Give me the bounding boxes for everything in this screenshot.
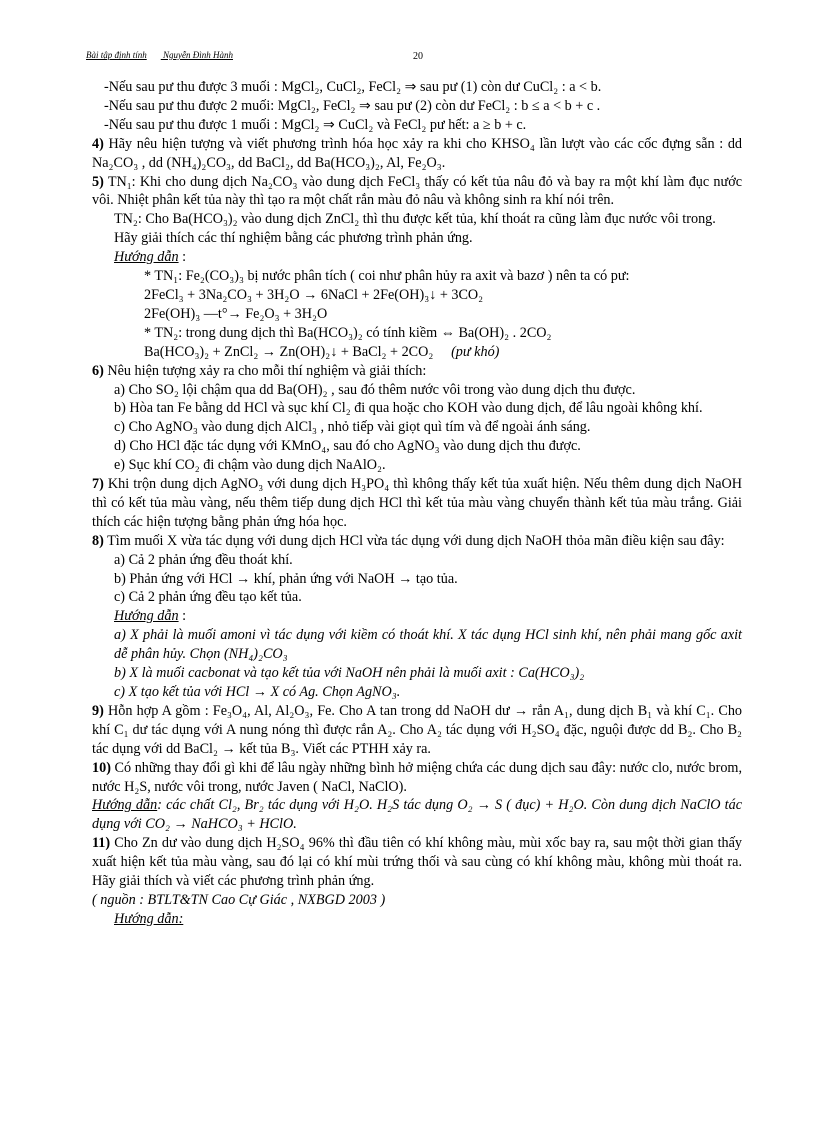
- question-7: [92, 475, 742, 532]
- question-9: [92, 702, 742, 759]
- equation-note: (pư khó): [451, 343, 500, 360]
- colon: :: [157, 797, 162, 814]
- guide-label: Hướng dẫn: [92, 797, 158, 814]
- question-text: Hãy nêu hiện tượng và viết phương trình hóa học xảy ra khi cho KHSO₄ lần lượt vào các cốc đựng sẵn : dd Na₂CO₃ , dd (NH₄)₂CO₃, dd BaCl₂, dd Ba(HCO₃)₂, Al, Fe₂O₃.: [92, 135, 743, 171]
- text-line: * TN₂: trong dung dịch thì Ba(HCO₃)₂ có tính kiềm ⇔ Ba(OH)₂ . 2CO₂: [144, 324, 552, 341]
- text-line: a) Cả 2 phản ứng đều thoát khí.: [114, 551, 293, 568]
- question-number: 7): [92, 476, 104, 493]
- guide-label: Hướng dẫn: [114, 249, 179, 266]
- page-header-left: [86, 50, 247, 60]
- guide-text: [92, 796, 742, 834]
- question-5: [92, 173, 742, 211]
- question-11: [92, 834, 742, 891]
- equation-text: Ba(HCO₃)₂ + ZnCl₂ → Zn(OH)₂↓ + BaCl₂ + 2CO₂: [144, 343, 434, 360]
- question-number: 9): [92, 702, 104, 719]
- guide-heading: [92, 248, 742, 267]
- question-text: Có những thay đổi gì khi để lâu ngày những bình hở miệng chứa các dung dịch sau đây: nước clo, nước brom, nước H₂S, nước vôi trong, nước Javen ( NaCl, NaClO).: [92, 759, 743, 795]
- text-line: -Nếu sau pư thu được 3 muối : MgCl₂, CuCl₂, FeCl₂ ⇒ sau pư (1) còn dư CuCl₂ : a < b.: [104, 79, 602, 95]
- source-note: ( nguồn : BTLT&TN Cao Cự Giác , NXBGD 2003 ): [92, 891, 386, 908]
- document-body: [92, 78, 742, 929]
- question-number: 4): [92, 135, 104, 152]
- text-line: b) X là muối cacbonat và tạo kết tủa với NaOH nên phải là muối axit : Ca(HCO₃)₂: [114, 665, 585, 682]
- equation: 2Fe(OH)₃ —t°→ Fe₂O₃ + 3H₂O: [144, 305, 328, 322]
- question-text: Cho Zn dư vào dung dịch H₂SO₄ 96% thì đầu tiên có khí không màu, mùi xốc bay ra, sau một thời gian thấy xuất hiện kết tủa màu vàng, sau đó lại có khí mùi trứng thối và sau cùng có khí không màu, không mùi thoát ra. Hãy giải thích và viết các phương trình phản ứng.: [92, 835, 742, 890]
- text-line: c) X tạo kết tủa với HCl → X có Ag. Chọn AgNO₃.: [114, 684, 401, 700]
- text-line: c) Cho AgNO₃ vào dung dịch AlCl₃ , nhỏ tiếp vài giọt quì tím và để ngoài ánh sáng.: [114, 419, 591, 436]
- text-line: b) Phản ứng với HCl → khí, phản ứng với NaOH → tạo tủa.: [114, 570, 458, 587]
- text-line: -Nếu sau pư thu được 1 muối : MgCl₂ ⇒ CuCl₂ và FeCl₂ pư hết: a ≥ b + c.: [104, 116, 527, 133]
- header-title: Bài tập định tính: [86, 50, 147, 60]
- colon: :: [182, 608, 187, 625]
- text-line: -Nếu sau pư thu được 2 muối: MgCl₂, FeCl₂ ⇒ sau pư (2) còn dư FeCl₂ : b ≤ a < b + c .: [104, 97, 601, 114]
- question-text: TN₁: Khi cho dung dịch Na₂CO₃ vào dung dịch FeCl₃ thấy có kết tủa nâu đỏ và bay ra một khí làm đục nước vôi. Nhiệt phân kết tủa này thì tạo ra một chất rắn màu đỏ nâu và không sinh ra khí nói trên.: [92, 173, 742, 209]
- question-10: [92, 759, 742, 797]
- text-line: * TN₁: Fe₂(CO₃)₃ bị nước phân tích ( coi như phân hủy ra axit và bazơ ) nên ta có pư:: [144, 268, 630, 285]
- question-number: 11): [92, 835, 111, 852]
- question-text: Hỗn hợp A gồm : Fe₃O₄, Al, Al₂O₃, Fe. Cho A tan trong dd NaOH dư → rắn A₁, dung dịch B₁ và khí C₁. Cho khí C₁ dư tác dụng với A nung nóng thì được rắn A₂. Cho A₂ tác dụng với H₂SO₄ đặc, nguội được dd B₂. Cho B₂ tác dụng với dd BaCl₂ → kết tủa B₃. Viết các PTHH xảy ra.: [92, 702, 743, 757]
- guide-heading: [92, 910, 742, 929]
- question-text: Tìm muối X vừa tác dụng với dung dịch HCl vừa tác dụng với dung dịch NaOH thỏa mãn điều kiện sau đây:: [107, 532, 725, 549]
- guide-label: Hướng dẫn: [114, 608, 179, 625]
- text-line: a) Cho SO₂ lội chậm qua dd Ba(OH)₂ , sau đó thêm nước vôi trong vào dung dịch thu được.: [114, 381, 636, 398]
- text-line: c) Cả 2 phản ứng đều tạo kết tủa.: [114, 589, 302, 606]
- text-line: e) Sục khí CO₂ đi chậm vào dung dịch NaAlO₂.: [114, 457, 386, 474]
- guide-content: các chất Cl₂, Br₂ tác dụng với H₂O. H₂S tác dụng O₂ → S ( đục) + H₂O. Còn dung dịch NaClO tác dụng với CO₂ → NaHCO₃ + HClO.: [92, 797, 743, 833]
- question-4: [92, 135, 742, 173]
- question-number: 8): [92, 532, 104, 549]
- guide-label: Hướng dẫn:: [114, 910, 184, 927]
- colon: :: [182, 249, 187, 266]
- question-6: [92, 362, 742, 381]
- text-line: Hãy giải thích các thí nghiệm bằng các phương trình phản ứng.: [114, 230, 473, 247]
- page-number: 20: [413, 51, 423, 62]
- question-number: 5): [92, 173, 104, 190]
- text-line: TN₂: Cho Ba(HCO₃)₂ vào dung dịch ZnCl₂ thì thu được kết tủa, khí thoát ra cũng làm đục nước vôi trong.: [114, 211, 716, 228]
- equation: [92, 343, 742, 362]
- question-8: [92, 532, 742, 551]
- question-text: Khi trộn dung dịch AgNO₃ với dung dịch H₃PO₄ thì không thấy kết tủa xuất hiện. Nếu thêm dung dịch NaOH thì có kết tủa màu vàng, nếu thêm tiếp dung dịch HCl thì kết tủa màu vàng chuyển thành kết tủa màu trắng. Giải thích các hiện tượng bằng phản ứng hóa học.: [92, 476, 742, 530]
- question-number: 6): [92, 362, 104, 379]
- text-line: d) Cho HCl đặc tác dụng với KMnO₄, sau đó cho AgNO₃ vào dung dịch thu được.: [114, 438, 581, 455]
- question-text: Nêu hiện tượng xảy ra cho mỗi thí nghiệm và giải thích:: [107, 362, 427, 379]
- header-author: Nguyễn Đình Hành: [163, 50, 233, 60]
- question-number: 10): [92, 759, 111, 776]
- equation: 2FeCl₃ + 3Na₂CO₃ + 3H₂O → 6NaCl + 2Fe(OH)₃↓ + 3CO₂: [144, 286, 484, 303]
- text-line: b) Hòa tan Fe bằng dd HCl và sục khí Cl₂ đi qua hoặc cho KOH vào dung dịch, để lâu ngoài không khí.: [114, 400, 703, 417]
- guide-heading: [92, 607, 742, 626]
- text-line: a) X phải là muối amoni vì tác dụng với kiềm có thoát khí. X tác dụng HCl sinh khí, nên phải mang gốc axit dễ phân hủy. Chọn (NH₄)₂CO₃: [114, 627, 742, 663]
